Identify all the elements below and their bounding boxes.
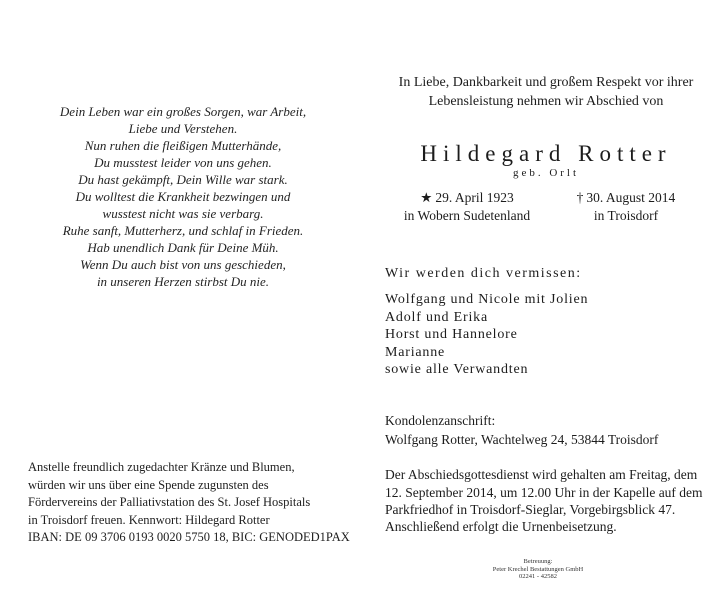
condolence-block xyxy=(385,411,658,449)
death-date: 30. August 2014 xyxy=(586,190,676,205)
birth-date-block xyxy=(378,189,556,225)
condolence-address: Wolfgang Rotter, Wachtelweg 24, 53844 Troisdorf xyxy=(385,432,659,447)
birth-date-line xyxy=(378,189,556,207)
deceased-name: Hildegard Rotter xyxy=(420,141,672,166)
donation-line: würden wir uns über eine Spende zugunsten des xyxy=(28,477,269,492)
poem-line: Du hast gekämpft, Dein Wille war stark. xyxy=(78,172,288,187)
mourner-line: Marianne xyxy=(385,344,446,360)
donation-note xyxy=(28,459,350,547)
birth-star-icon: ★ xyxy=(420,190,433,205)
service-line: 12. September 2014, um 12.00 Uhr in der Kapelle auf dem xyxy=(385,484,703,500)
poem-line: Wenn Du auch bist von uns geschieden, xyxy=(80,257,286,272)
donation-line: Anstelle freundlich zugedachter Kränze und Blumen, xyxy=(28,460,295,474)
death-date-block xyxy=(556,189,696,225)
poem-line: Nun ruhen die fleißigen Mutterhände, xyxy=(84,138,282,153)
poem-line: Ruhe sanft, Mutterherz, und schlaf in Frieden. xyxy=(62,223,304,238)
poem-line: Dein Leben war ein großes Sorgen, war Arbeit, xyxy=(59,104,307,119)
poem-line: Hab unendlich Dank für Deine Müh. xyxy=(87,240,279,255)
intro-line: Lebensleistung nehmen wir Abschied von xyxy=(428,94,664,109)
condolence-label: Kondolenzanschrift: xyxy=(385,413,496,428)
poem-line: wusstest nicht was sie verbarg. xyxy=(102,206,264,221)
birth-date: 29. April 1923 xyxy=(435,190,514,205)
mourner-line: Horst und Hannelore xyxy=(385,327,518,342)
service-line: Parkfriedhof in Troisdorf-Sieglar, Vorgebirgsblick 47. xyxy=(385,502,676,517)
donation-line: Fördervereins der Palliativstation des St. Josef Hospitals xyxy=(28,495,311,509)
poem-line: Liebe und Verstehen. xyxy=(128,121,238,136)
memorial-poem xyxy=(18,103,348,290)
maiden-name: geb. Orlt xyxy=(512,167,580,179)
poem-line: Du wolltest die Krankheit bezwingen und xyxy=(75,189,291,204)
funeral-home-phone: 02241 - 42582 xyxy=(519,573,557,580)
mourners-list xyxy=(385,291,588,379)
death-date-line xyxy=(556,189,696,207)
mourner-line: sowie alle Verwandten xyxy=(385,362,529,377)
missing-heading: Wir werden dich vermissen: xyxy=(385,266,582,281)
funeral-home-footer xyxy=(438,558,638,581)
death-place: in Troisdorf xyxy=(593,208,659,223)
donation-line: in Troisdorf freuen. Kennwort: Hildegard Rotter xyxy=(28,512,270,527)
burial-note: Anschließend erfolgt die Urnenbeisetzung. xyxy=(385,519,617,534)
mourner-line: Wolfgang und Nicole mit Jolien xyxy=(385,292,589,307)
service-line: Der Abschiedsgottesdienst wird gehalten am Freitag, dem xyxy=(385,467,698,482)
intro-line: In Liebe, Dankbarkeit und großem Respekt vor ihrer xyxy=(398,75,694,90)
poem-line: in unseren Herzen stirbst Du nie. xyxy=(96,274,270,289)
farewell-intro xyxy=(378,73,714,111)
life-dates xyxy=(378,189,714,225)
mourner-line: Adolf und Erika xyxy=(385,309,488,325)
footer-label: Betreuung: xyxy=(523,558,553,565)
poem-line: Du musstest leider von uns gehen. xyxy=(94,155,272,170)
donation-iban: IBAN: DE 09 3706 0193 0020 5750 18, BIC: GENODED1PAX xyxy=(28,530,350,544)
funeral-home-name: Peter Krechel Bestattungen GmbH xyxy=(492,565,584,573)
service-info xyxy=(385,466,703,519)
birth-place: in Wobern Sudetenland xyxy=(403,208,531,223)
death-cross-icon: † xyxy=(576,190,584,205)
